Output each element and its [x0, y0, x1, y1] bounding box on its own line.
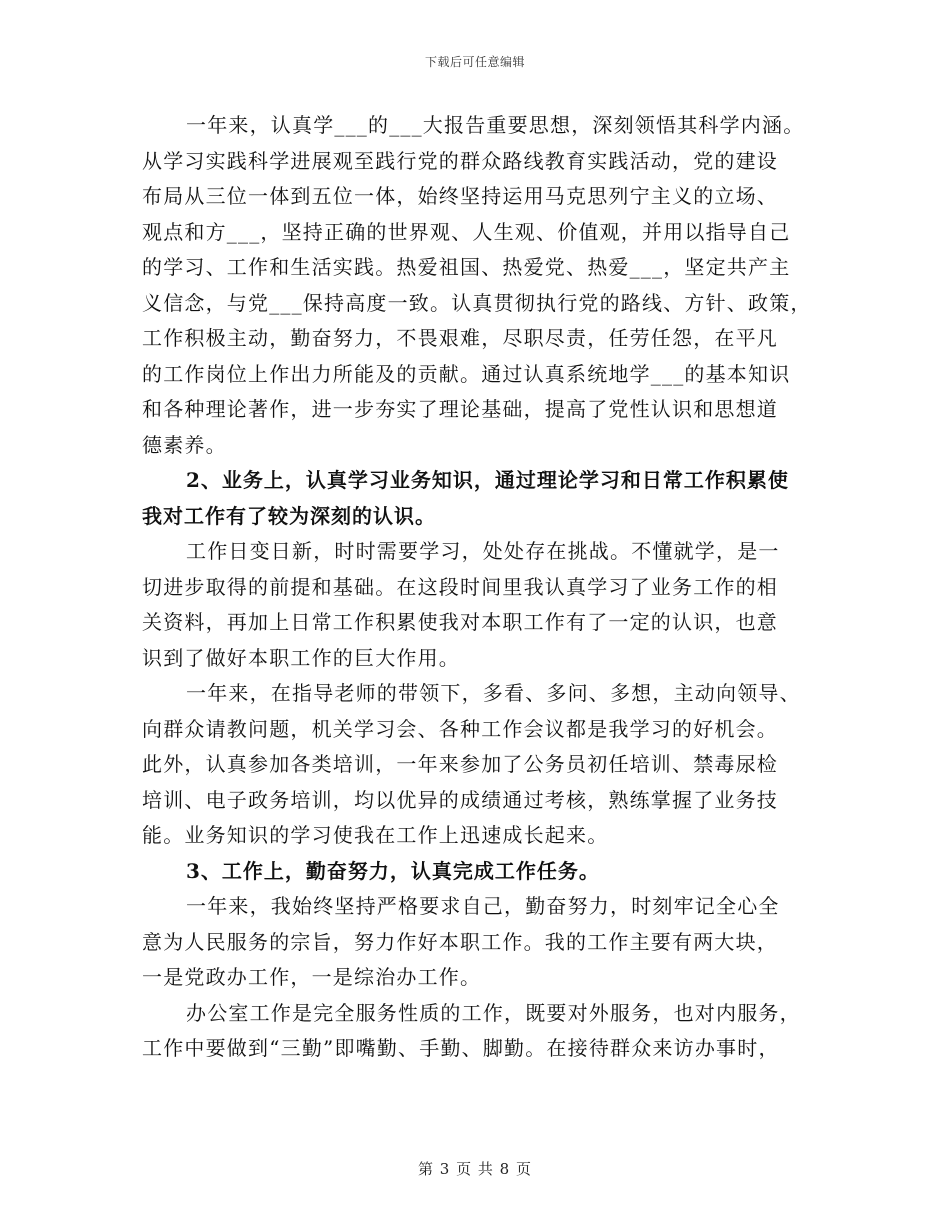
text-line: 和各种理论著作，进一步夯实了理论基础，提高了党性认识和思想道 [142, 397, 778, 421]
heading-line: 我对工作有了较为深刻的认识。 [142, 503, 436, 528]
text-line: 一年来，我始终坚持严格要求自己，勤奋努力，时刻牢记全心全 [186, 894, 780, 918]
text-line: 一年来，在指导老师的带领下，多看、多问、多想，主动向领导、 [186, 681, 801, 705]
text-line: 关资料，再加上日常工作积累使我对本职工作有了一定的认识，也意 [142, 610, 778, 634]
page-footer-page-number: 第 3 页 共 8 页 [418, 1160, 532, 1178]
text-line: 布局从三位一体到五位一体，始终坚持运用马克思列宁主义的立场、 [142, 184, 778, 208]
text-line: 工作中要做到“三勤”即嘴勤、手勤、脚勤。在接待群众来访办事时， [142, 1036, 780, 1060]
paragraph-work-changes [142, 534, 814, 676]
text-line: 的学习、工作和生活实践。热爱祖国、热爱党、热爱___，坚定共产主 [142, 255, 791, 279]
text-line: 一是党政办工作，一是综治办工作。 [142, 965, 482, 989]
text-line: 德素养。 [142, 432, 227, 457]
paragraph-training [142, 676, 814, 854]
section-heading-work [142, 854, 814, 890]
text-line: 办公室工作是完全服务性质的工作，既要对外服务，也对内服务， [186, 1000, 801, 1025]
text-line: 培训、电子政务培训，均以优异的成绩通过考核，熟练掌握了业务技 [142, 787, 778, 812]
heading-line: 2、业务上，认真学习业务知识，通过理论学习和日常工作积累使 [186, 468, 789, 492]
text-line: 工作日变日新，时时需要学习，处处存在挑战。不懂就学，是一 [186, 539, 780, 563]
paragraph-study-theory [142, 108, 814, 463]
paragraph-office-work [142, 996, 814, 1067]
text-line: 此外，认真参加各类培训，一年来参加了公务员初任培训、禁毒尿检 [142, 752, 778, 776]
text-line: 的工作岗位上作出力所能及的贡献。通过认真系统地学___的基本知识 [142, 361, 791, 386]
document-body [142, 108, 814, 1067]
text-line: 一年来，认真学___的___大报告重要思想，深刻领悟其科学内涵。 [186, 113, 805, 137]
paragraph-diligence [142, 889, 814, 996]
section-heading-business [142, 463, 814, 534]
text-line: 识到了做好本职工作的巨大作用。 [142, 645, 460, 670]
text-line: 义信念，与党___保持高度一致。认真贯彻执行党的路线、方针、政策， [142, 290, 812, 315]
text-line: 观点和方___，坚持正确的世界观、人生观、价值观，并用以指导自己 [142, 219, 791, 244]
text-line: 切进步取得的前提和基础。在这段时间里我认真学习了业务工作的相 [142, 574, 778, 599]
text-line: 从学习实践科学进展观至践行党的群众路线教育实践活动，党的建设 [142, 148, 778, 173]
page-header: 下载后可任意编辑 [424, 55, 525, 69]
text-line: 向群众请教问题，机关学习会、各种工作会议都是我学习的好机会。 [142, 716, 778, 741]
text-line: 能。业务知识的学习使我在工作上迅速成长起来。 [142, 823, 609, 847]
text-line: 工作积极主动，勤奋努力，不畏艰难，尽职尽责，任劳任怨，在平凡 [142, 326, 778, 350]
text-line: 意为人民服务的宗旨，努力作好本职工作。我的工作主要有两大块， [142, 929, 778, 954]
heading-line: 3、工作上，勤奋努力，认真完成工作任务。 [186, 858, 600, 883]
